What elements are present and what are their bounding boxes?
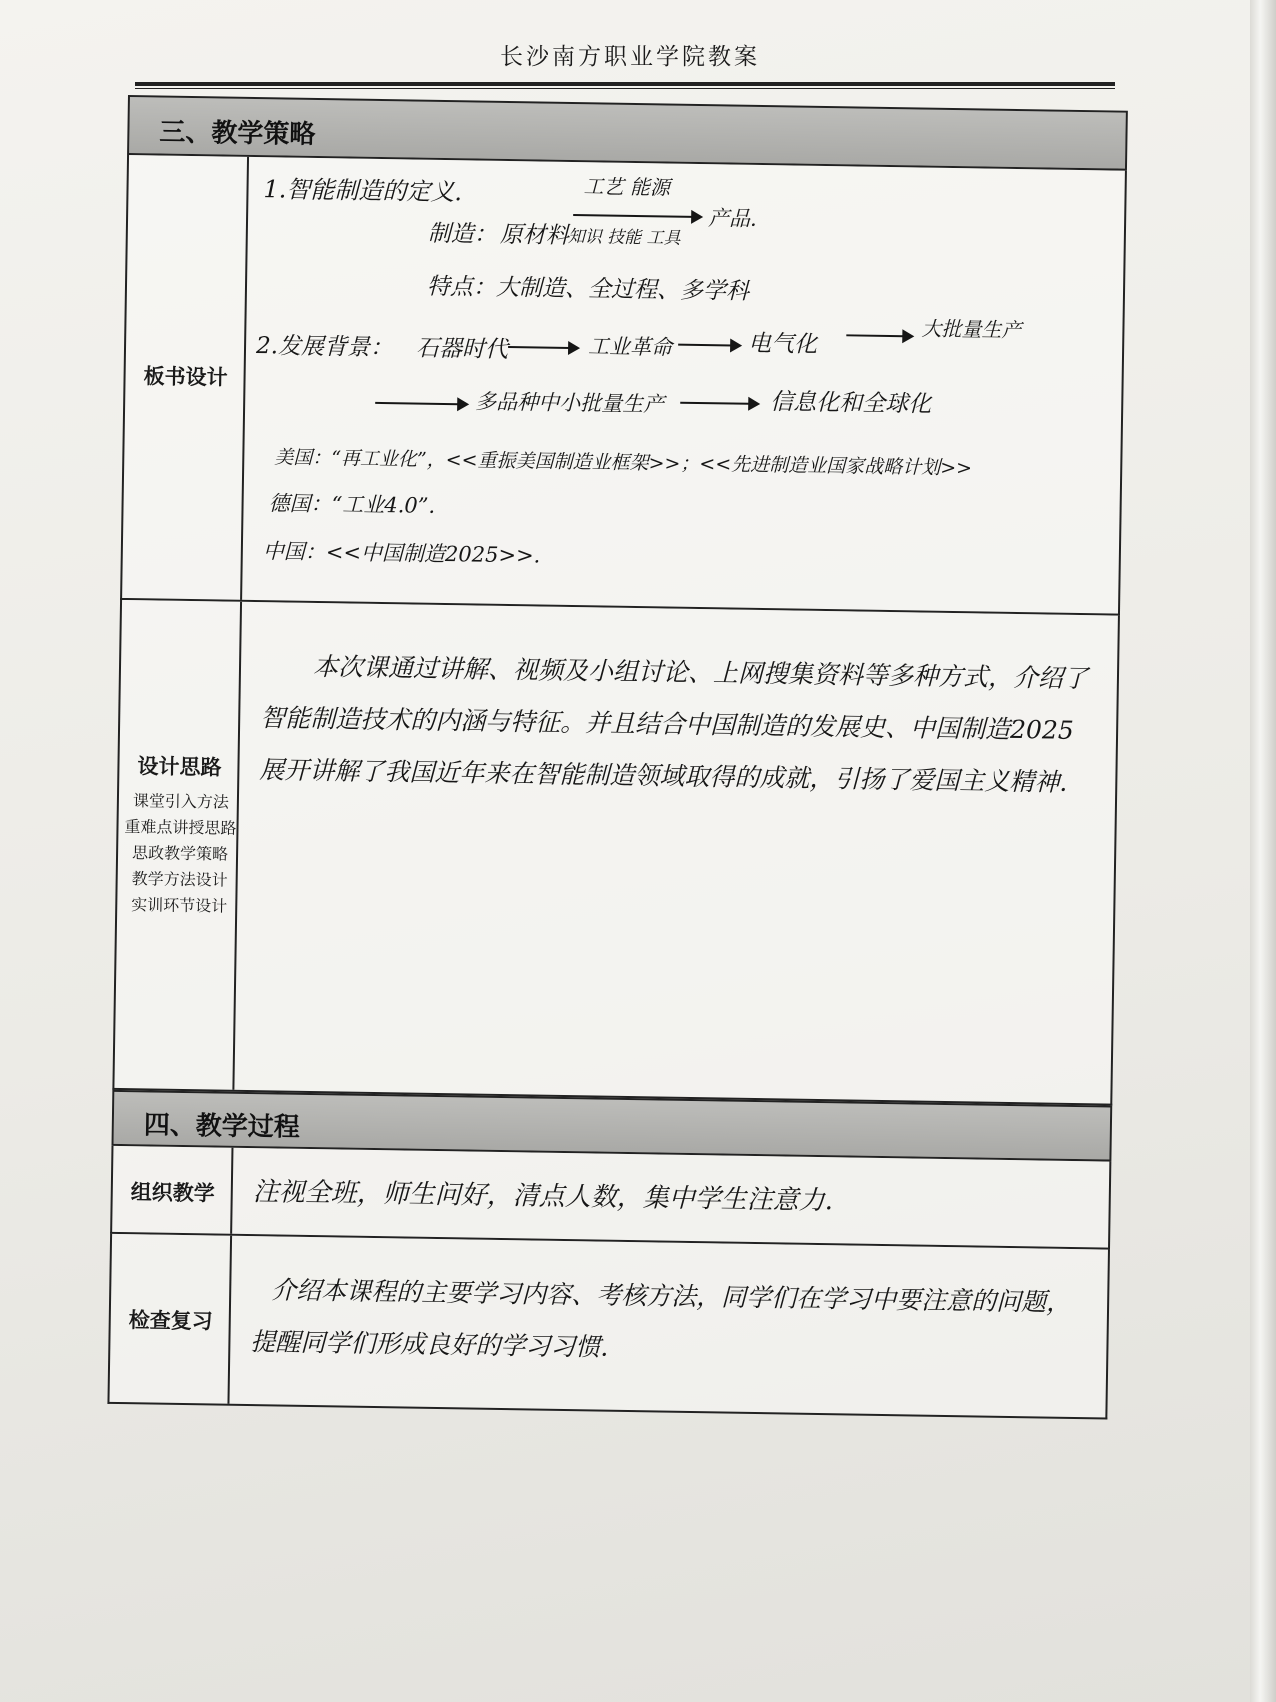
design-sub-5: 实训环节设计: [131, 895, 228, 916]
design-rationale-label-cell: [114, 600, 242, 1090]
board-era-arrow-2: [678, 344, 740, 347]
board-arrow-top-label: 工艺 能源: [583, 174, 671, 200]
design-sub-2: 重难点讲授思路: [124, 817, 237, 838]
review-label: 检查复习: [128, 1308, 213, 1334]
design-sub-1: 课堂引入方法: [132, 791, 230, 812]
organize-teaching-text: 注视全班，师生问好，清点人数，集中学生注意力.: [252, 1177, 834, 1217]
board-era-arrow-3: [846, 334, 912, 337]
review-text: 介绍本课程的主要学习内容、考核方法，同学们在学习中要注意的问题，提醒同学们形成良好的学习习惯.: [250, 1275, 1072, 1362]
design-rationale-label: 设计思路: [137, 754, 222, 780]
board-usa: 美国：“再工业化”，<<重振美国制造业框架>>；<<先进制造业国家战略计划>>: [274, 446, 973, 480]
board-era-mass: 大批量生产: [921, 316, 1022, 343]
board-era-arrow-5: [680, 402, 758, 405]
section-3-header: 三、教学策略: [127, 95, 1128, 171]
board-product: 产品.: [707, 206, 758, 231]
board-design-label: 板书设计: [143, 364, 228, 390]
design-rationale-row: [112, 600, 1120, 1106]
document-header-title: 长沙南方职业学院教案: [500, 44, 760, 70]
board-era-arrow-1: [508, 346, 578, 349]
board-design-label-cell: [122, 155, 249, 600]
paper-edge: [1250, 0, 1276, 1702]
board-era-stone: 石器时代: [415, 335, 509, 363]
organize-teaching-label-cell: [112, 1146, 233, 1234]
board-era-electric: 电气化: [747, 330, 818, 358]
board-mfg-arrow: [573, 214, 701, 218]
board-mfg-label: 制造：: [427, 220, 498, 248]
board-era-multi-variety: 多品种中小批量生产: [475, 389, 665, 417]
board-raw-material: 原材料: [499, 221, 570, 249]
organize-teaching-row: [110, 1146, 1111, 1250]
design-rationale-text: 本次课通过讲解、视频及小组讨论、上网搜集资料等多种方式，介绍了智能制造技术的内涵与特征。并且结合中国制造的发展史、中国制造2025展开讲解了我国近年来在智能制造领域取得的成就，引扬了爱国主义精神.: [259, 651, 1089, 797]
board-arrow-bottom-label: 知识 技能 工具: [567, 226, 681, 249]
board-era-industrial: 工业革命: [587, 334, 673, 360]
board-bg-title: 2.发展背景：: [255, 333, 394, 362]
header-rule: [135, 82, 1115, 86]
design-sub-4: 教学方法设计: [131, 869, 228, 890]
organize-teaching-label: 组织教学: [130, 1180, 215, 1206]
review-label-cell: [109, 1234, 232, 1404]
board-germany: 德国：“工业4.0”.: [268, 491, 436, 518]
board-era-info: 信息化和全球化: [770, 389, 932, 418]
header-rule-thin: [135, 88, 1115, 89]
board-china: 中国：<<中国制造2025>>.: [262, 539, 541, 568]
section-4-header: 四、教学过程: [111, 1090, 1112, 1162]
board-era-arrow-4: [375, 402, 467, 405]
board-def-title: 1.智能制造的定义.: [263, 175, 463, 207]
board-design-row: [120, 155, 1127, 616]
review-row: [107, 1234, 1110, 1420]
board-features: 特点：大制造、全过程、多学科: [426, 273, 750, 305]
lesson-plan-table: [105, 95, 1128, 1556]
design-sub-3: 思政教学策略: [131, 843, 229, 864]
